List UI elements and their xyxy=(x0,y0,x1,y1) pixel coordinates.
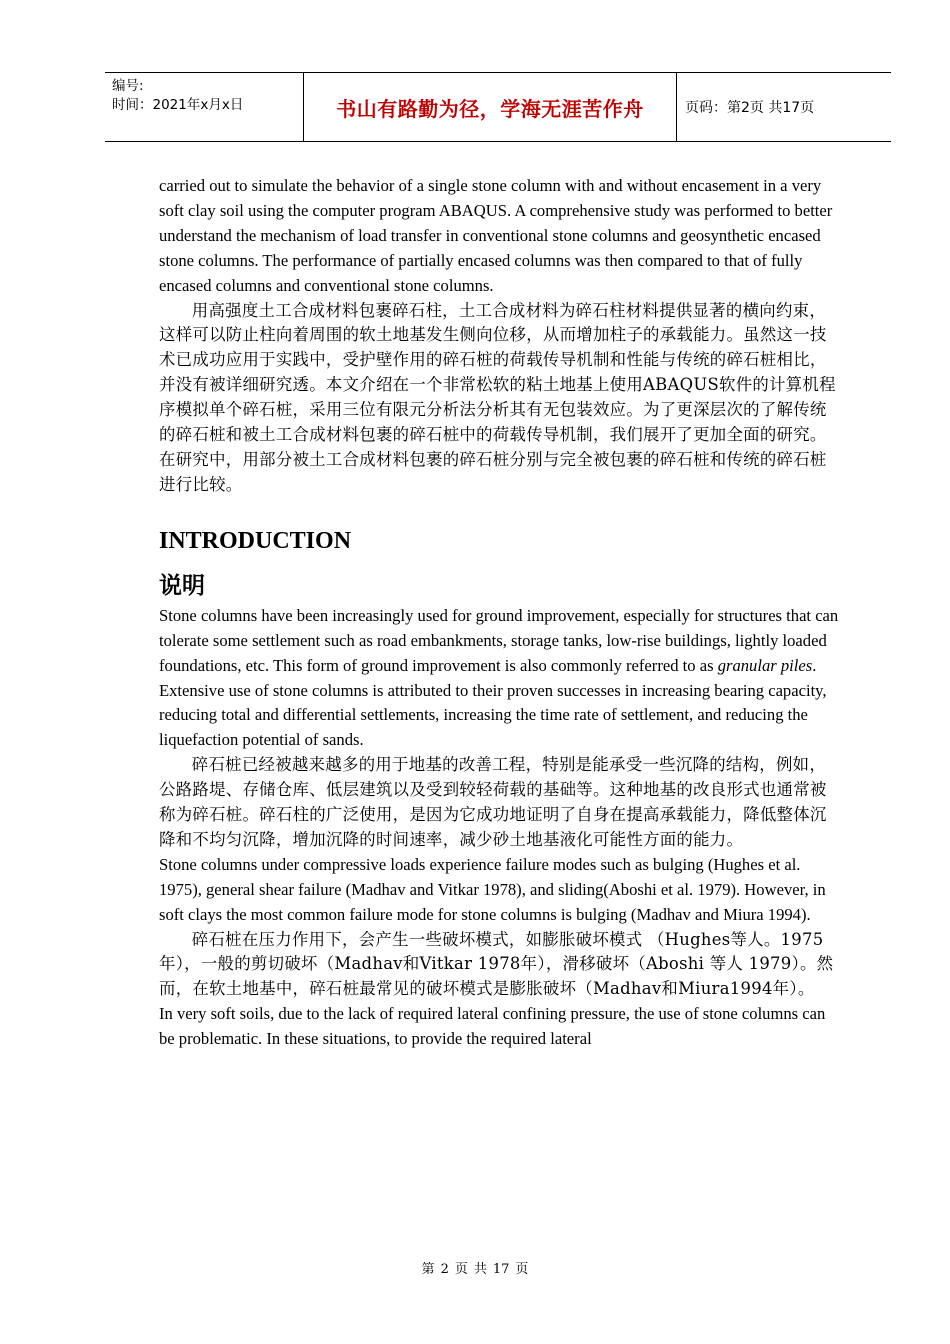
footer-ye2: 页 xyxy=(515,1262,529,1277)
paragraph-soft-soils-en: In very soft soils, due to the lack of required lateral confining pressure, the use of stone columns can be problematic. In these situations, to provide the required lateral xyxy=(159,1004,826,1049)
footer-di: 第 xyxy=(421,1262,435,1277)
heading-introduction: INTRODUCTION xyxy=(159,527,352,554)
header-table xyxy=(105,72,891,142)
paragraph-failure-en: Stone columns under compressive loads experience failure modes such as bulging (Hughes et al. 1975), general shear failure (Madhav and Vitkar 1978), and sliding(Aboshi et al. 1979). However, in soft clays the most common failure mode for stone columns is bulging (Madhav and Miura 1994). xyxy=(159,854,826,924)
intro-text-b: . Extensive use of stone columns is attributed to their proven successes in increasing bearing capacity, reducing total and differential settlements, increasing the time rate of settlement, and reducing the liquefaction potential of sands. xyxy=(159,655,827,750)
paragraph-abstract-en: carried out to simulate the behavior of a single stone column with and without encasement in a very soft clay soil using the computer program ABAQUS. A comprehensive study was performed to better understand the mechanism of load transfer in conventional stone columns and geosynthetic encased stone columns. The performance of partially encased columns was then compared to that of fully encased columns and conventional stone columns. xyxy=(159,176,833,295)
document-body xyxy=(159,174,839,1052)
paragraph-intro-cn: 碎石桩已经被越来越多的用于地基的改善工程，特别是能承受一些沉降的结构，例如，公路路堤、存储仓库、低层建筑以及受到较轻荷载的基础等。这种地基的改良形式也通常被称为碎石桩。碎石柱的广泛使用，是因为它成功地证明了自身在提高承载能力，降低整体沉降和不均匀沉降，增加沉降的时间速率，减少砂土地基液化可能性方面的能力。 xyxy=(159,755,827,849)
paragraph-failure-cn: 碎石桩在压力作用下，会产生一些破坏模式，如膨胀破坏模式 （Hughes等人。1975年），一般的剪切破坏（Madhav和Vitkar 1978年），滑移破坏（Aboshi 等人 1979）。然而，在软土地基中，碎石桩最常见的破坏模式是膨胀破坏（Madhav和Miura1994年）。 xyxy=(159,929,834,999)
footer-page-number: 2 xyxy=(440,1262,449,1277)
header-meta xyxy=(105,73,304,141)
page-footer xyxy=(0,1258,950,1277)
code-label: 编号: xyxy=(112,78,144,94)
header-motto: 书山有路勤为径，学海无涯苦作舟 xyxy=(336,96,644,121)
header-page-label: 页码：第2页 共17页 xyxy=(685,100,815,116)
footer-gong: 共 xyxy=(473,1262,487,1277)
footer-total-pages: 17 xyxy=(492,1262,510,1277)
header-page-cell xyxy=(677,73,891,141)
header-motto-cell xyxy=(304,73,677,141)
intro-emphasis: granular piles xyxy=(717,655,813,675)
heading-introduction-cn: 说明 xyxy=(159,572,205,599)
paragraph-abstract-cn: 用高强度土工合成材料包裹碎石柱，土工合成材料为碎石柱材料提供显著的横向约束，这样可以防止柱向着周围的软土地基发生侧向位移，从而增加柱子的承载能力。虽然这一技术已成功应用于实践中，受护壁作用的碎石桩的荷载传导机制和性能与传统的碎石桩相比，并没有被详细研究透。本文介绍在一个非常松软的粘土地基上使用ABAQUS软件的计算机程序模拟单个碎石桩，采用三位有限元分析法分析其有无包装效应。为了更深层次的了解传统的碎石桩和被土工合成材料包裹的碎石桩中的荷载传导机制，我们展开了更加全面的研究。在研究中，用部分被土工合成材料包裹的碎石桩分别与完全被包裹的碎石桩和传统的碎石桩进行比较。 xyxy=(159,300,836,494)
intro-text-a: Stone columns have been increasingly used for ground improvement, especially for structures that can tolerate some settlement such as road embankments, storage tanks, low-rise buildings, lightly loaded foundations, etc. This form of ground improvement is also commonly referred to as xyxy=(159,605,839,675)
footer-ye: 页 xyxy=(454,1262,468,1277)
paragraph-intro-en xyxy=(159,604,839,753)
time-label: 时间：2021年x月x日 xyxy=(112,97,244,113)
